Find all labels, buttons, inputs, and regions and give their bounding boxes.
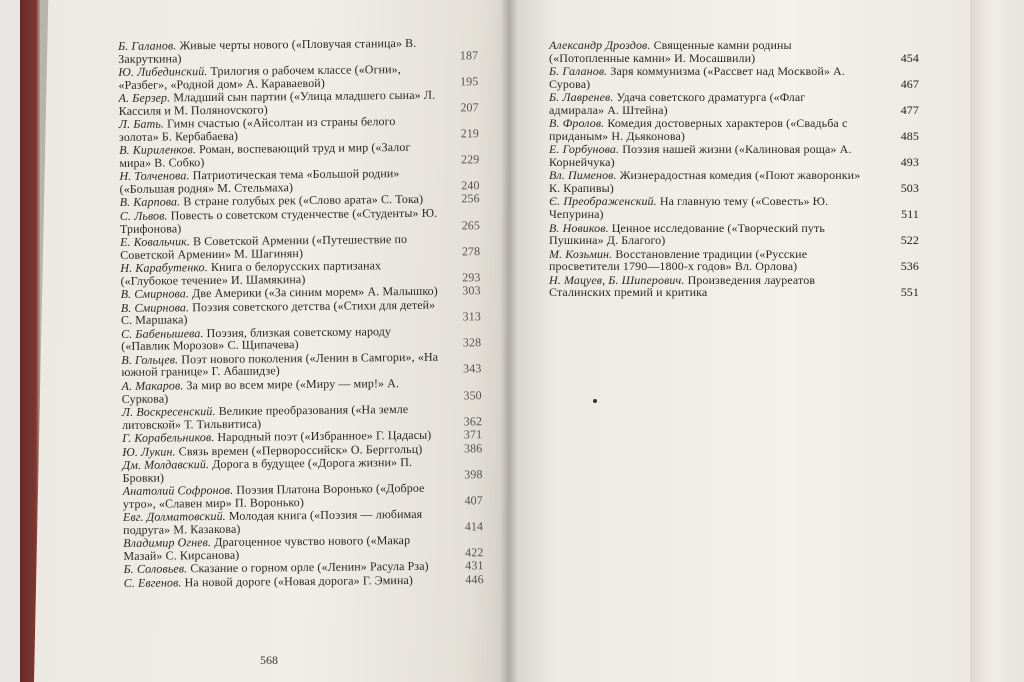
entry-author: Ю. Лукин. [122, 443, 176, 459]
entry-page-number: 313 [462, 309, 481, 324]
entry-author: Н. Мацуев, Б. Шиперович. [549, 272, 685, 287]
entry-text-block [549, 91, 867, 116]
contents-entry [121, 349, 482, 380]
contents-entry [549, 142, 919, 169]
entry-title: Ценное исследование («Творческий путь Пушкина» Д. Благого) [549, 220, 825, 248]
entry-author: Н. Толченова. [119, 168, 190, 184]
entry-author: Вл. Пименов. [549, 168, 617, 183]
entry-title: За мир во всем мире («Миру — мир!» А. Суркова) [121, 375, 400, 406]
contents-entry [123, 533, 484, 563]
entry-author: А. Берзер. [118, 90, 171, 106]
contents-entry [549, 194, 919, 222]
entry-page-number: 422 [464, 545, 484, 560]
entry-text-block [123, 482, 445, 511]
entry-page-number: 371 [463, 427, 483, 442]
entry-text-block [121, 350, 443, 379]
entry-author: С. Евгенов. [123, 575, 182, 590]
contents-entry [549, 246, 919, 274]
entry-page-number: 187 [459, 47, 479, 63]
entry-title: Роман, воспевающий труд и мир («Залог мира» В. Собко) [119, 140, 411, 170]
entry-page-number: 467 [900, 76, 919, 91]
entry-page-number: 219 [460, 126, 480, 141]
entry-page-number: 493 [900, 154, 919, 169]
entry-page-number: 195 [460, 73, 479, 89]
entry-author: В. Новиков. [549, 220, 609, 235]
entry-title: Трилогия о рабочем классе («Огни», «Разбег», «Родной дом» А. Караваевой) [118, 62, 401, 92]
entry-text-block [120, 233, 442, 262]
entry-title: Восстановление традиции («Русские просветители 1790—1800-х годов» Вл. Орлова) [549, 246, 808, 274]
entry-page-number: 240 [461, 178, 480, 193]
entry-page-number: 278 [461, 243, 481, 259]
entry-page-number: 407 [464, 492, 483, 508]
contents-entry [549, 220, 919, 248]
entry-title: Две Америки («За синим морем» А. Малышко) [191, 283, 438, 301]
entry-author: Л. Воскресенский. [121, 403, 216, 419]
entry-text-block [549, 169, 867, 194]
entry-author: В. Гольцев. [121, 352, 179, 367]
entry-author: Владимир Огнев. [123, 535, 212, 551]
contents-entry [119, 140, 480, 170]
entry-author: Анатолий Софронов. [122, 482, 234, 499]
entry-title: Народный поэт («Избранное» Г. Цадасы) [217, 427, 432, 445]
entry-text-block [119, 115, 441, 144]
entry-page-number: 229 [460, 152, 480, 167]
entry-page-number: 256 [461, 191, 480, 206]
entry-page-number: 398 [464, 466, 483, 482]
entry-title: Связь времен («Первороссийск» О. Берггольц) [178, 441, 423, 458]
entry-page-number: 551 [900, 285, 919, 300]
right-contents-column [549, 38, 919, 300]
entry-text-block [549, 143, 867, 168]
entry-author: Є. Преображенский. [549, 194, 657, 209]
entry-text-block [121, 298, 443, 327]
entry-text-block [549, 117, 867, 142]
contents-entry [120, 232, 481, 262]
entry-text-block [549, 222, 867, 247]
entry-page-number: 293 [462, 269, 481, 285]
contents-entry [123, 572, 484, 590]
entry-author: Б. Галанов. [117, 38, 177, 53]
entry-title: Заря коммунизма («Рассвет над Москвой» А. Сурова) [549, 64, 845, 91]
contents-entry [120, 258, 481, 288]
entry-author: В. Смирнова. [120, 286, 190, 302]
entry-title: Произведения лауреатов Сталинских премий и критика [549, 272, 816, 300]
entry-title: Драгоценное чувство нового («Макар Мазай» С. Кирсанова) [123, 533, 411, 563]
entry-author: Л. Бать. [118, 116, 165, 132]
entry-page-number: 350 [463, 387, 482, 402]
entry-page-number: 414 [464, 518, 484, 534]
contents-entry [549, 64, 919, 91]
entry-title: Младший сын партии («Улица младшего сына» Л. Кассиля и М. Полянovского) [118, 87, 436, 118]
entry-author: В. Смирнова. [120, 299, 190, 315]
entry-page-number: 343 [463, 361, 482, 376]
contents-entry [549, 116, 919, 143]
entry-text-block [119, 141, 441, 170]
entry-text-block [549, 274, 867, 299]
entry-text-block [549, 39, 867, 64]
entry-text-block [118, 37, 440, 66]
entry-title: Повесть о советском студенчестве («Студенты» Ю. Трифонова) [119, 205, 438, 236]
entry-author: А. Макаров. [121, 378, 184, 393]
entry-title: Книга о белорусских партизанах («Глубокое течение» И. Шамякина) [120, 258, 382, 288]
entry-page-number: 446 [465, 572, 484, 587]
entry-title: Поэзия Платона Воронько («Доброе утро», «Славен мир» П. Воронько) [122, 480, 425, 511]
entry-title: Поэзия, близкая советскому народу («Павлик Морозов» С. Щипачева) [121, 323, 392, 354]
entry-text-block [122, 403, 444, 432]
entry-title: Комедия достоверных характеров («Свадьба с приданым» Н. Дьяконова) [549, 116, 848, 143]
entry-author: Г. Корабельников. [122, 430, 215, 446]
entry-title: Поэт нового поколения («Ленин в Самгори», «На южной границе» Г. Абашидзе) [121, 349, 439, 380]
entry-page-number: 536 [900, 259, 919, 274]
contents-entry [121, 323, 482, 354]
entry-title: В стране голубых рек («Слово арата» С. Тока) [183, 192, 424, 209]
entry-page-number: 386 [463, 440, 483, 455]
entry-author: В. Фролов. [549, 116, 605, 131]
entry-title: Молодая книга («Поэзия — любимая подруга» М. Казакова) [123, 507, 423, 537]
entry-title: В Советской Армении («Путешествие по Советской Армении» М. Шагинян) [120, 232, 408, 262]
entry-text-block [118, 63, 440, 92]
entry-text-block [120, 259, 442, 288]
book-cover-edge [0, 0, 40, 682]
entry-author: Б. Соловьев. [123, 561, 188, 577]
contents-entry [549, 272, 919, 300]
entry-author: Н. Карабутенко. [120, 260, 208, 276]
entry-page-number: 431 [465, 558, 484, 573]
contents-entry [117, 35, 479, 66]
entry-title: Жизнерадостная комедия («Поют жаворонки» К. Крапивы) [549, 168, 861, 195]
entry-page-number: 265 [461, 217, 481, 232]
contents-entry [119, 166, 480, 196]
contents-entry [122, 507, 484, 537]
contents-entry [122, 454, 483, 485]
entry-author: В. Карпова. [119, 194, 181, 210]
entry-title: Гимн счастью («Айсолтан из страны белого золота» Б. Кербабаева) [118, 114, 396, 144]
entry-text-block [124, 573, 446, 589]
entry-text-block [549, 248, 867, 273]
page-number: 568 [260, 653, 278, 667]
contents-entry [120, 297, 481, 328]
entry-page-number: 522 [900, 233, 919, 248]
entry-text-block [119, 89, 441, 118]
contents-entry [118, 114, 480, 144]
entry-author: Евг. Долматовский. [122, 509, 226, 525]
contents-entry [118, 62, 479, 92]
entry-page-number: 328 [462, 335, 482, 350]
entry-page-number: 511 [901, 207, 919, 222]
entry-author: Е. Горбунова. [549, 142, 620, 157]
entry-author: Александр Дроздов. [549, 38, 651, 52]
entry-page-number: 362 [463, 413, 483, 428]
contents-entry [119, 205, 481, 236]
entry-page-number: 485 [900, 128, 919, 143]
entry-page-number: 503 [900, 180, 919, 195]
entry-title: Священные камни родины («Потопленные камни» И. Мосашвили) [549, 38, 792, 65]
contents-entry [549, 168, 919, 195]
entry-text-block [549, 195, 867, 220]
entry-title: Поэзия нашей жизни («Калиновая роща» А. Корнейчука) [549, 142, 852, 169]
entry-author: В. Кириленков. [119, 142, 197, 158]
contents-entry [549, 38, 919, 65]
entry-page-number: 454 [900, 50, 919, 65]
entry-page-number: 303 [462, 283, 481, 298]
entry-title: Сказание о горном орле («Ленин» Расула Рза) [190, 559, 429, 576]
entry-author: С. Бабенышева. [121, 325, 204, 341]
contents-entry [118, 87, 479, 118]
entry-title: Великие преобразования («На земле литовской» Т. Тильвитиса) [121, 401, 409, 432]
book-gutter [500, 0, 518, 682]
page-stack-edge [970, 0, 1024, 682]
ink-speck [593, 399, 597, 403]
entry-text-block [549, 65, 867, 90]
entry-author: Б. Лавренев. [549, 90, 614, 105]
entry-text-block [123, 508, 445, 537]
entry-title: Живые черты нового («Пловучая станица» В. Закруткина) [118, 35, 417, 66]
contents-entry [122, 480, 483, 511]
contents-entry [121, 401, 483, 432]
left-contents-column [117, 35, 484, 591]
contents-entry [121, 375, 482, 406]
entry-text-block [120, 207, 442, 236]
entry-author: М. Козьмин. [549, 246, 613, 261]
entry-title: Удача советского драматурга («Флаг адмирала» А. Штейна) [549, 90, 806, 117]
entry-text-block [123, 534, 445, 563]
entry-author: Ю. Либединский. [118, 64, 208, 80]
entry-title: Поэзия советского детства («Стихи для детей» С. Маршака) [120, 297, 436, 328]
entry-title: На главную тему («Совесть» Ю. Чепурина) [549, 194, 829, 222]
entry-author: Б. Галанов. [549, 64, 608, 79]
entry-title: На новой дороге («Новая дорога» Г. Эмина) [184, 572, 414, 590]
entry-author: Е. Ковальчик. [120, 234, 191, 250]
entry-text-block [119, 167, 441, 196]
entry-author: С. Львов. [119, 208, 168, 223]
entry-title: Патриотическая тема «Большой родни» («Большая родня» М. Стельмаха) [119, 166, 400, 196]
entry-author: Дм. Молдавский. [122, 457, 210, 473]
contents-entry [549, 90, 919, 117]
entry-page-number: 207 [460, 99, 479, 115]
entry-text-block [121, 324, 443, 353]
entry-text-block [122, 456, 444, 485]
entry-title: Дорога в будущее («Дорога жизни» П. Бровки) [122, 454, 413, 485]
entry-page-number: 477 [900, 102, 919, 117]
entry-text-block [122, 377, 444, 406]
